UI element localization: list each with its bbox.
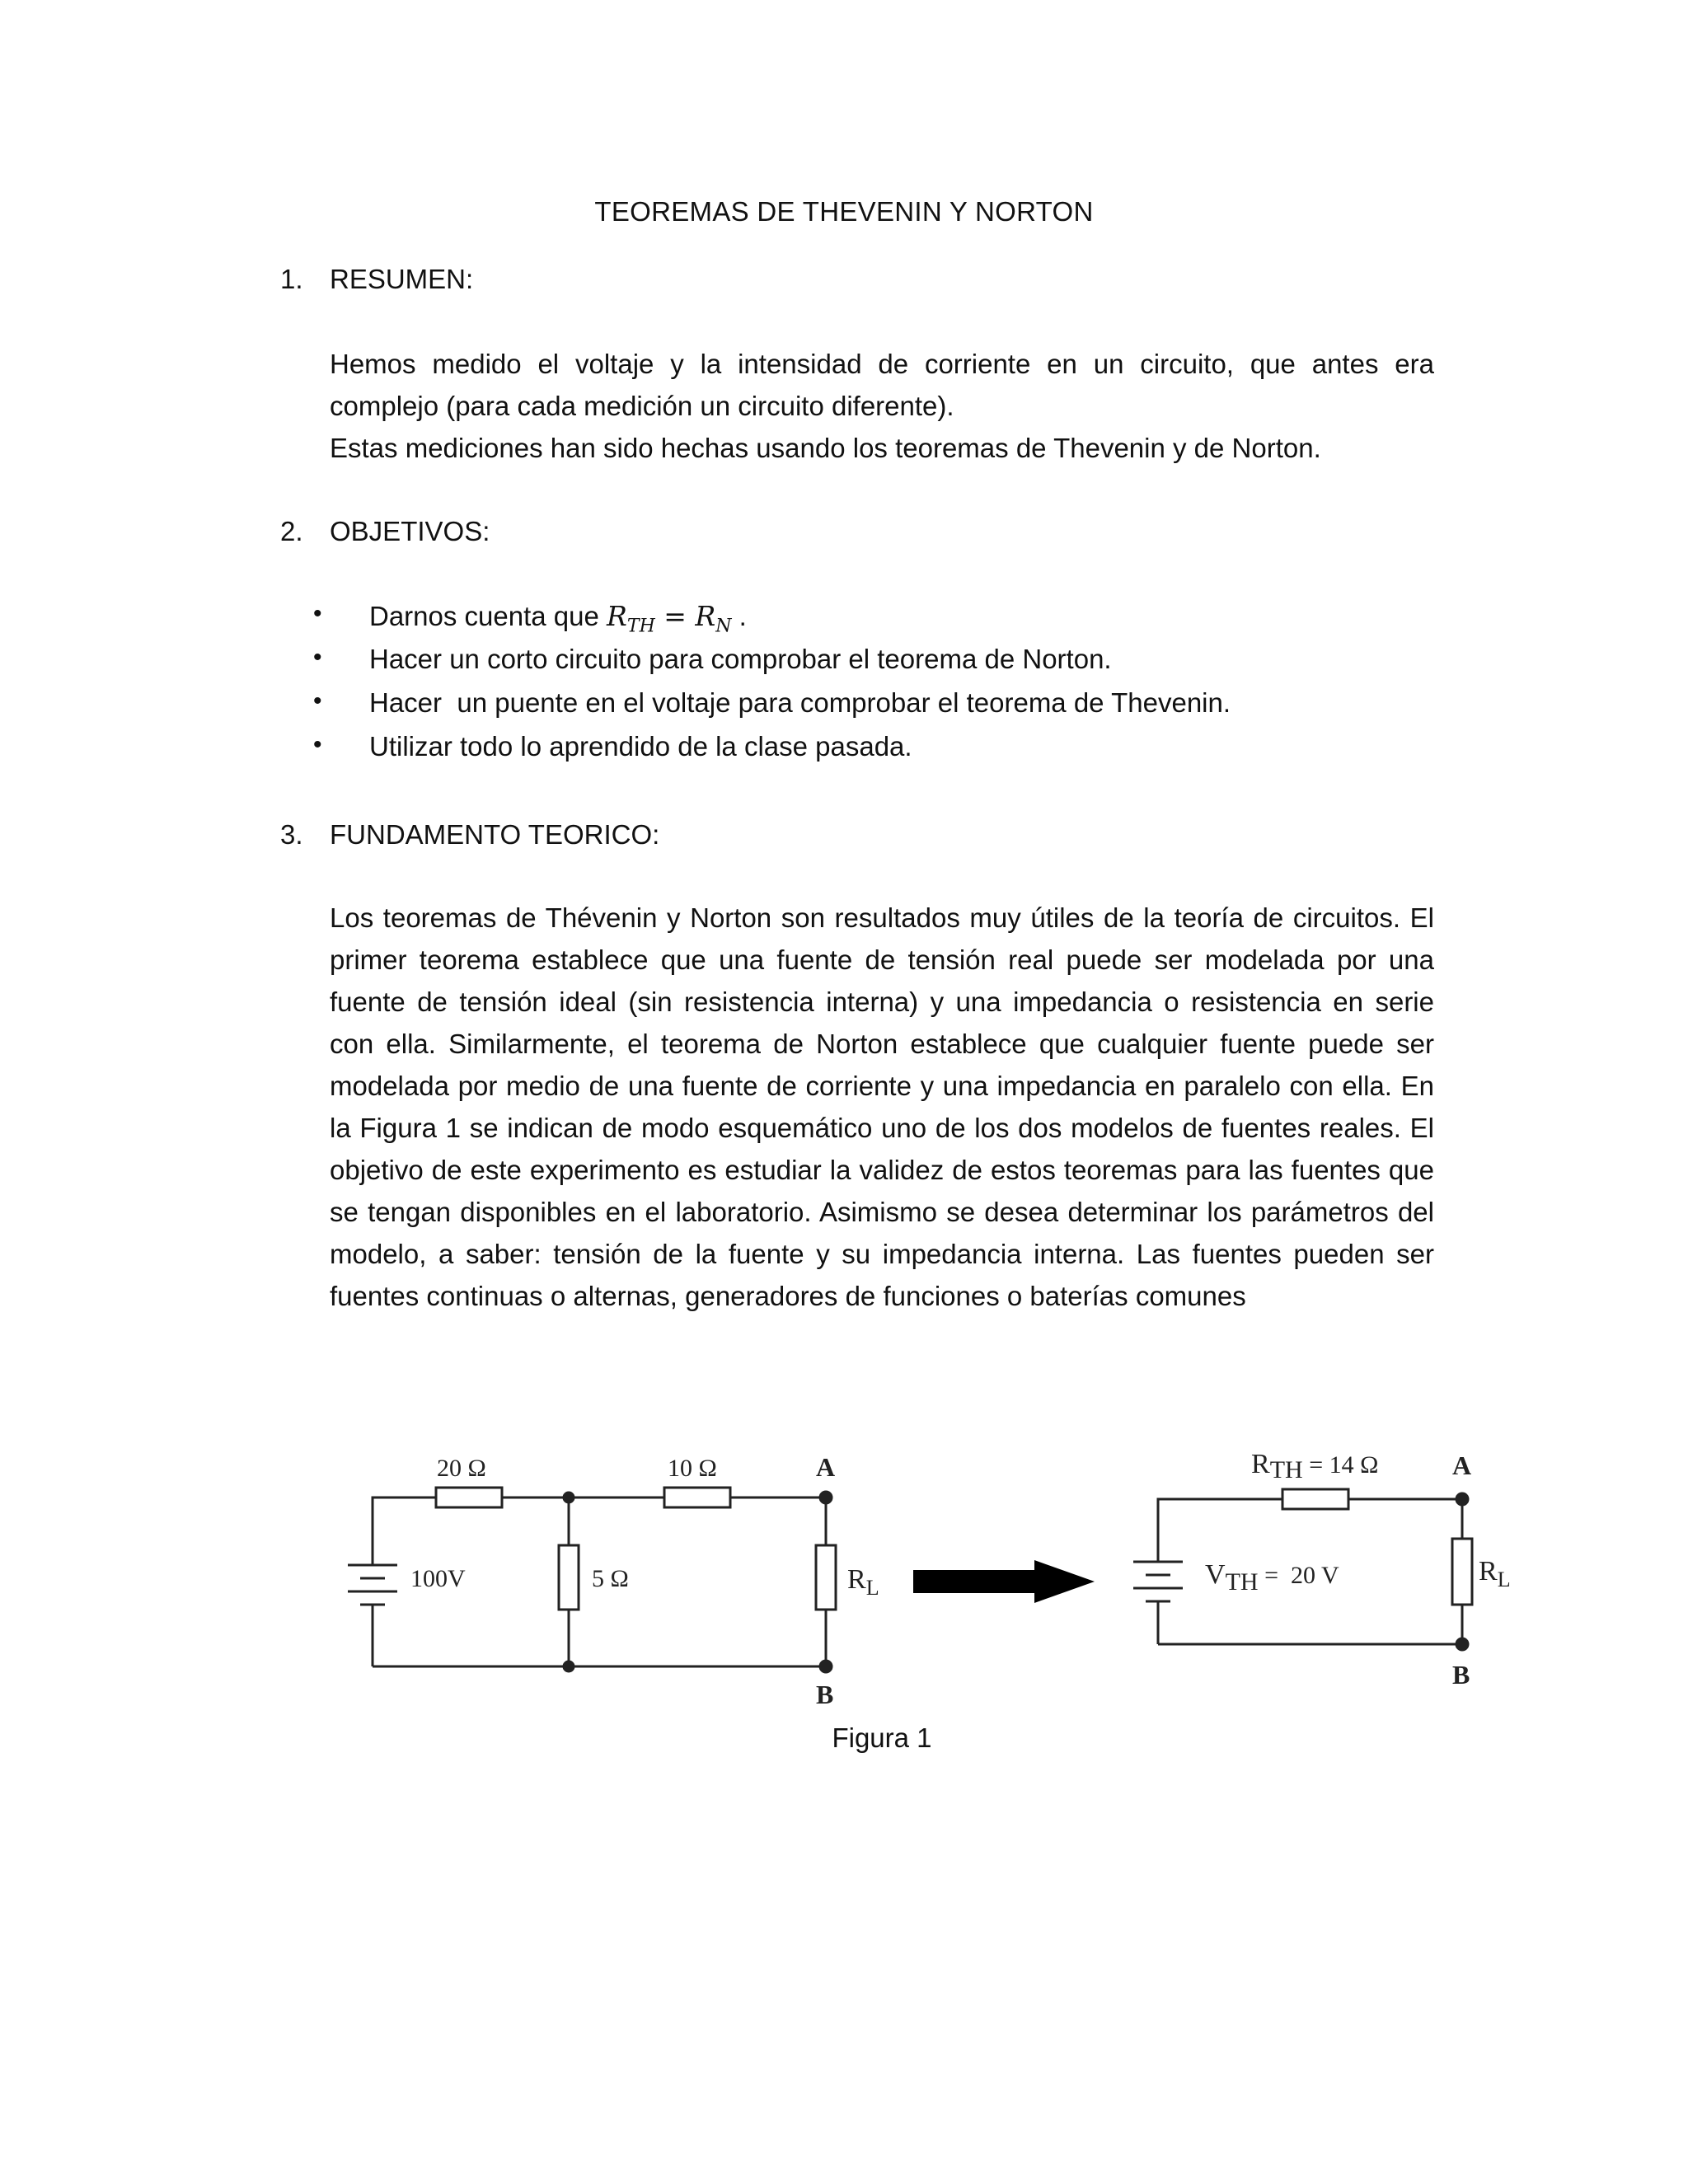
node-b-dot [820,1661,832,1672]
load-resistor-rl [816,1545,836,1610]
paragraph-line: modelada por medio de una fuente de corriente y una impedancia en paralelo con ella. En [330,1071,1434,1101]
section-number: 3. [280,819,303,850]
paragraph-line: la Figura 1 se indican de modo esquemático uno de los dos modelos de fuentes reales. El [330,1113,1434,1143]
label-rth: RTH = 14 Ω [1251,1449,1379,1483]
list-item-text: Hacer un corto circuito para comprobar el teorema de Norton. [369,644,1112,674]
document-page: TEOREMAS DE THEVENIN Y NORTON 1. RESUMEN: Hemos medido el voltaje y la intensidad de corriente en un circuito, que antes era complejo (para cada medición un circuito diferente). Estas mediciones han sido hechas usando los teoremas de Thevenin y de Norton. 2. OBJETIVOS: • Darnos cuenta que $R_{TH} = R_N$ . • Hacer un corto circuito para comprobar el teorema de Norton. • Hacer un puente en el voltaje para comprobar el teorema de Thevenin. • Utilizar todo lo aprendido de la clase pasada. 3. FUNDAMENTO TEORICO: Los teoremas de Thévenin y Norton son resultados muy útiles de la teoría de circuitos. El primer teorema establece que una fuente de tensión real puede ser modelada por una fuente de tensión ideal (sin resistencia interna) y una impedancia o resistencia en serie con ella. Similarmente, el teorema de Norton establece que cualquier fuente puede ser modelada por medio de una fuente de corriente y una impedancia en paralelo con ella. En la Figura 1 se indican de modo esquemático uno de los dos modelos de fuentes reales. El objetivo de este experimento es estudiar la validez de estos teoremas para las fuentes que se tengan disponibles en el laboratorio. Asimismo se desea determinar los parámetros del modelo, a saber: tensión de la fuente y su impedancia interna. Las fuentes pueden ser fuentes continuas o alternas, generadores de funciones o baterías comunes 20 Ω 10 Ω 5 Ω 100V $R_L$ A B RTH = 14 Ω VTH = 20 V $R_L$ A B Figura 1 [0,0,1688,2184]
battery-icon [348,1565,397,1618]
fundamento-paragraph [330,897,1434,1317]
label-20-ohm: 20 Ω [437,1455,486,1482]
list-item-text: Darnos cuenta que [369,601,607,631]
resistor-10-ohm [664,1488,730,1507]
paragraph-line: modelo, a saber: tensión de la fuente y su impedancia interna. Las fuentes pueden ser [330,1239,1434,1269]
label-node-b: B [816,1680,834,1709]
resistor-rth [1282,1489,1348,1509]
label-10-ohm: 10 Ω [668,1455,717,1482]
list-item-text: Utilizar todo lo aprendido de la clase pasada. [369,731,912,762]
label-rl: $R_L$ [1479,1556,1511,1591]
bullet-icon: • [313,731,322,758]
bullet-icon: • [313,687,322,715]
resumen-paragraph [330,343,1434,469]
bullet-icon: • [313,644,322,671]
paragraph-line: Hemos medido el voltaje y la intensidad de corriente en un circuito, que antes era [330,349,1434,379]
battery-icon [1133,1542,1183,1615]
paragraph-line: se tengan disponibles en el laboratorio. Asimismo se desea determinar los parámetros del [330,1197,1434,1227]
rth-equals-rn-formula: $R_{TH} = R_N$ [607,600,732,637]
label-node-a: A [816,1452,836,1482]
paragraph-line: con ella. Similarmente, el teorema de Norton establece que cualquier fuente puede ser [330,1029,1434,1059]
node-b-dot [1456,1638,1468,1650]
node-a-dot [820,1492,832,1503]
section-title: OBJETIVOS: [330,516,490,546]
load-resistor-rl [1452,1539,1472,1605]
section-number: 1. [280,264,303,294]
arrow-icon [913,1560,1095,1603]
label-node-a: A [1452,1451,1472,1480]
label-rl: $R_L$ [847,1564,879,1600]
paragraph-line: Estas mediciones han sido hechas usando los teoremas de Thevenin y de Norton. [330,433,1321,463]
label-vth: VTH = 20 V [1205,1559,1339,1596]
section-title: FUNDAMENTO TEORICO: [330,819,660,850]
resistor-20-ohm [436,1488,502,1507]
paragraph-line: Los teoremas de Thévenin y Norton son resultados muy útiles de la teoría de circuitos. El [330,902,1434,933]
paragraph-line: fuente de tensión ideal (sin resistencia interna) y una impedancia o resistencia en serie [330,987,1434,1017]
junction-dot [564,1661,574,1671]
junction-dot [564,1493,574,1502]
paragraph-line: primer teorema establece que una fuente de tensión real puede ser modelada por una [330,944,1434,975]
resistor-5-ohm [559,1545,579,1610]
section-title: RESUMEN: [330,264,474,294]
paragraph-line: complejo (para cada medición un circuito diferente). [330,391,954,421]
paragraph-line: objetivo de este experimento es estudiar la validez de estos teoremas para las fuentes que [330,1155,1434,1185]
thevenin-equivalent-circuit [1133,1449,1511,1690]
section-number: 2. [280,516,303,546]
node-a-dot [1456,1493,1468,1505]
circuit-figure [330,1430,1550,1710]
figure-caption: Figura 1 [832,1722,932,1753]
label-source-100v: 100V [410,1565,466,1592]
document-title: TEOREMAS DE THEVENIN Y NORTON [594,196,1094,227]
bullet-icon: • [313,600,322,627]
original-circuit [348,1452,879,1709]
paragraph-line: fuentes continuas o alternas, generadores de funciones o baterías comunes [330,1281,1246,1311]
label-5-ohm: 5 Ω [592,1565,629,1592]
label-node-b: B [1452,1660,1470,1690]
list-item-text: Hacer un puente en el voltaje para comprobar el teorema de Thevenin. [369,687,1231,718]
